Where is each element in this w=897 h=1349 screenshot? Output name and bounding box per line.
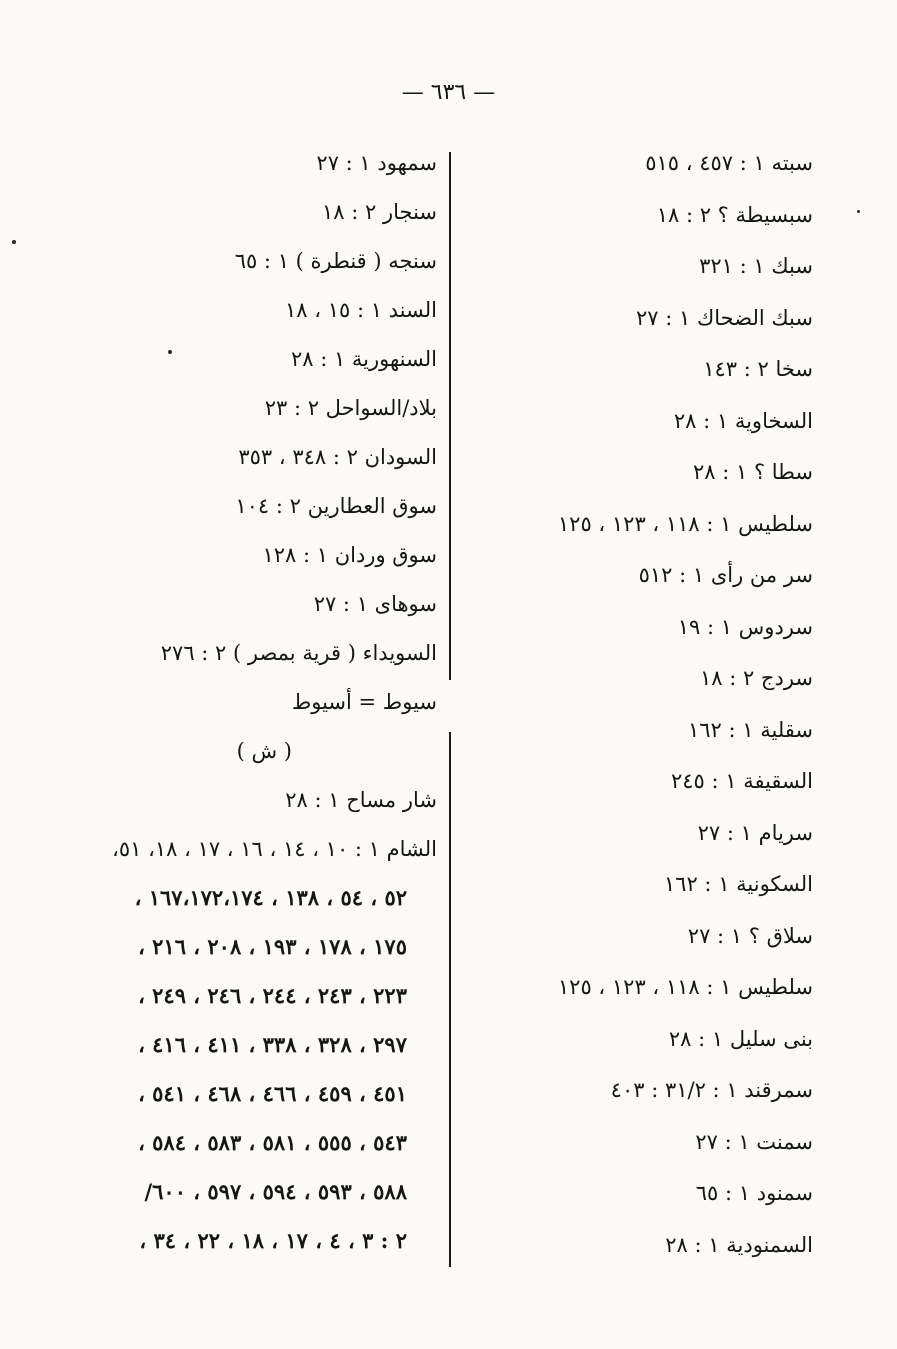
index-entry-continuation: ٥٤٣ ، ٥٥٥ ، ٥٨١ ، ٥٨٣ ، ٥٨٤ ، xyxy=(138,1130,407,1155)
print-speck xyxy=(857,210,860,213)
index-entry: سخا ٢ : ١٤٣ xyxy=(703,357,813,381)
index-entry-continuation: ١٧٥ ، ١٧٨ ، ١٩٣ ، ٢٠٨ ، ٢١٦ ، xyxy=(138,934,407,959)
index-entry-continuation: ٥٨٨ ، ٥٩٣ ، ٥٩٤ ، ٥٩٧ ، ٦٠٠/ xyxy=(144,1179,407,1204)
index-entry: السودان ٢ : ٣٤٨ ، ٣٥٣ xyxy=(238,445,437,469)
index-entry: سمنود ١ : ٦٥ xyxy=(695,1181,813,1205)
index-entry: السخاوية ١ : ٢٨ xyxy=(673,408,813,433)
page-number: — ٦٣٦ — xyxy=(401,80,496,105)
index-entry: سوق وردان ١ : ١٢٨ xyxy=(262,543,437,567)
index-entry: سبسيطة ؟ ٢ : ١٨ xyxy=(656,202,813,227)
index-entry: الشام ١ : ١٠ ، ١٤ ، ١٦ ، ١٧ ، ١٨، ٥١، xyxy=(112,837,437,861)
index-entry: بلاد/السواحل ٢ : ٢٣ xyxy=(264,396,437,420)
right-column xyxy=(473,150,813,1283)
index-entry: سر من رأى ١ : ٥١٢ xyxy=(638,563,813,587)
index-entry: سقلية ١ : ١٦٢ xyxy=(687,717,813,742)
index-entry-continuation: ٥٢ ، ٥٤ ، ١٣٨ ، ١٦٧،١٧٢،١٧٤ ، xyxy=(134,885,407,910)
index-entry-continuation: ٢٩٧ ، ٣٢٨ ، ٣٣٨ ، ٤١١ ، ٤١٦ ، xyxy=(138,1032,407,1057)
index-entry: سوق العطارين ٢ : ١٠٤ xyxy=(235,494,437,518)
index-entry: سبك ١ : ٣٢١ xyxy=(699,254,813,278)
index-entry: سوهاى ١ : ٢٧ xyxy=(313,592,437,616)
left-column xyxy=(57,150,437,1277)
index-entry: سلطيس ١ : ١١٨ ، ١٢٣ ، ١٢٥ xyxy=(557,511,813,536)
index-entry: سمنت ١ : ٢٧ xyxy=(695,1129,813,1154)
index-entry-continuation: ٢ : ٣ ، ٤ ، ١٧ ، ١٨ ، ٢٢ ، ٣٤ ، xyxy=(139,1228,407,1253)
index-entry: سلطيس ١ : ١١٨ ، ١٢٣ ، ١٢٥ xyxy=(557,975,813,999)
index-entry-continuation: ٤٥١ ، ٤٥٩ ، ٤٦٦ ، ٤٦٨ ، ٥٤١ ، xyxy=(138,1081,407,1106)
index-entry: السويداء ( قرية بمصر ) ٢ : ٢٧٦ xyxy=(160,641,437,665)
section-heading: ( ش ) xyxy=(236,739,292,763)
index-entry: سردج ٢ : ١٨ xyxy=(699,666,813,690)
index-entry: بنى سليل ١ : ٢٨ xyxy=(668,1026,813,1051)
index-entry: شار مساح ١ : ٢٨ xyxy=(285,788,437,812)
index-entry: السمنودية ١ : ٢٨ xyxy=(665,1232,813,1257)
index-entry-continuation: ٢٢٣ ، ٢٤٣ ، ٢٤٤ ، ٢٤٦ ، ٢٤٩ ، xyxy=(138,983,407,1008)
index-entry: سردوس ١ : ١٩ xyxy=(677,614,813,639)
index-entry: سمرقند ١ : ٣١/٢ : ٤٠٣ xyxy=(610,1078,813,1102)
index-entry: سلاق ؟ ١ : ٢٧ xyxy=(687,923,813,948)
index-entry: السند ١ : ١٥ ، ١٨ xyxy=(285,298,437,322)
index-entry: سمهود ١ : ٢٧ xyxy=(316,151,437,175)
column-divider-gap xyxy=(447,680,453,732)
index-entry: سبته ١ : ٤٥٧ ، ٥١٥ xyxy=(645,151,813,175)
index-entry: سبك الضحاك ١ : ٢٧ xyxy=(636,305,813,330)
index-entry: سيوط = أسيوط xyxy=(291,690,437,714)
index-entry: سنجه ( قنطرة ) ١ : ٦٥ xyxy=(234,249,437,273)
index-entry: السقيفة ١ : ٢٤٥ xyxy=(670,769,813,793)
index-entry: السنهورية ١ : ٢٨ xyxy=(290,347,437,371)
index-entry: سطا ؟ ١ : ٢٨ xyxy=(693,460,813,484)
index-entry: سنجار ٢ : ١٨ xyxy=(322,200,437,224)
print-speck xyxy=(12,240,16,244)
index-entry: السكونية ١ : ١٦٢ xyxy=(663,872,813,896)
index-entry: سريام ١ : ٢٧ xyxy=(697,820,813,845)
